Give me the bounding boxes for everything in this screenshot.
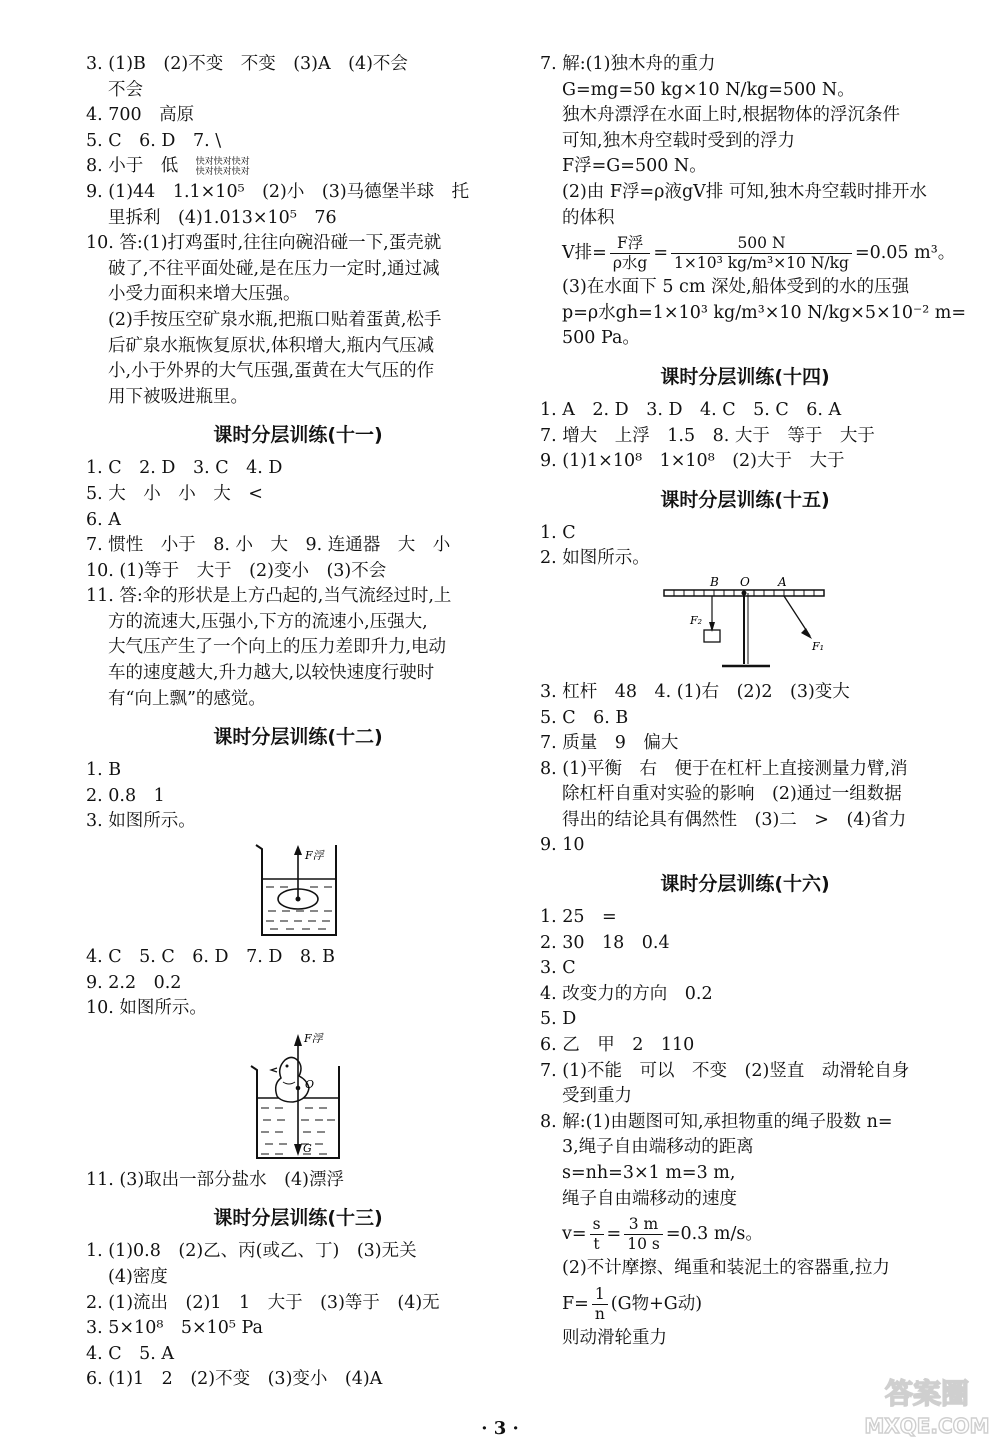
answer-line: 3. 杠杆 48 4. (1)右 (2)2 (3)变大	[540, 681, 850, 702]
answer-line: 则动滑轮重力	[562, 1327, 667, 1348]
answer-line: 6. 乙 甲 2 110	[540, 1035, 695, 1056]
answer-line: 9. 10	[540, 835, 585, 856]
answer-line: 10. 如图所示。	[86, 998, 207, 1019]
answer-line: 1. B	[86, 760, 122, 781]
watermark-logo	[862, 1371, 992, 1441]
duck-buoyancy-figure	[243, 1026, 353, 1162]
answer-line: 11. 答:伞的形状是上方凸起的,当气流经过时,上	[86, 586, 452, 607]
answer-line: 独木舟漂浮在水面上时,根据物体的浮沉条件	[562, 105, 901, 126]
section-heading-12: 课时分层训练(十二)	[213, 726, 383, 749]
answer-line: 4. C 5. C 6. D 7. D 8. B	[86, 947, 335, 968]
answer-line: 后矿泉水瓶恢复原状,体积增大,瓶内气压减	[108, 335, 435, 356]
answer-line: 10. (1)等于 大于 (2)变小 (3)不会	[86, 560, 387, 581]
answer-line: 4. 改变力的方向 0.2	[540, 983, 713, 1004]
answer-line: F浮=G=500 N。	[562, 156, 707, 177]
answer-text: 8. 小于 低	[86, 156, 179, 177]
fraction: $\frac{3 m}{10 s}$	[624, 1215, 663, 1254]
answer-line: 7. 解:(1)独木舟的重力	[540, 54, 716, 74]
fraction: $\frac{\text{F浮}}{\text{ρ水g}}$	[610, 234, 651, 273]
answer-line: 不会	[108, 79, 143, 100]
answer-line: 5. C 6. D 7. \	[86, 130, 222, 151]
answer-line: (3)在水面下 5 cm 深处,船体受到的水的压强	[562, 277, 910, 298]
answer-line: 有“向上飘”的感觉。	[108, 688, 266, 709]
lever-figure	[660, 576, 830, 674]
watermark-url: MXQE.COM	[864, 1414, 990, 1438]
answer-line: (2)手按压空矿泉水瓶,把瓶口贴着蛋黄,松手	[108, 309, 442, 330]
answer-line: p=ρ水gh=1×10³ kg/m³×10 N/kg×5×10⁻² m=	[562, 302, 967, 323]
answer-line: 绳子自由端移动的速度	[562, 1188, 737, 1209]
answer-line: 可知,独木舟空载时受到的浮力	[562, 130, 796, 151]
force-f1-label: F₁	[812, 639, 825, 653]
section-heading-13: 课时分层训练(十三)	[213, 1207, 383, 1230]
answer-line: 小,小于外界的大气压强,蛋黄在大气压的作	[108, 361, 435, 382]
equation-volume: V排= $\frac{\text{F浮}}{\text{ρ水g}}$ = $\frac{500 N}{\text{1×10³ kg/m³×10 N/kg}}$ =0.05 m³。	[562, 234, 956, 273]
answer-line: 车的速度越大,升力越大,以较快速度行驶时	[108, 663, 435, 684]
answer-line: 1. 25 =	[540, 907, 617, 928]
force-f2-label: F₂	[690, 613, 703, 627]
answer-line: 2. (1)流出 (2)1 1 大于 (3)等于 (4)无	[86, 1292, 440, 1313]
answer-line: 4. 700 高原	[86, 105, 195, 126]
answer-line: 里拆利 (4)1.013×10⁵ 76	[108, 207, 337, 228]
answer-line: 7. (1)不能 可以 不变 (2)竖直 动滑轮自身	[540, 1060, 910, 1081]
answer-line: (2)不计摩擦、绳重和装泥土的容器重,拉力	[562, 1258, 890, 1279]
section-heading-11: 课时分层训练(十一)	[213, 424, 383, 447]
left-column	[86, 52, 510, 1393]
page-number: · 3 ·	[481, 1418, 519, 1439]
point-b-label: B	[710, 575, 719, 589]
answer-line: 1. (1)0.8 (2)乙、丙(或乙、丁) (3)无关	[86, 1241, 417, 1262]
answer-line: G=mg=50 kg×10 N/kg=500 N。	[562, 79, 855, 100]
answer-line: 8. (1)平衡 右 便于在杠杆上直接测量力臂,消	[540, 758, 908, 779]
force-label: F浮	[304, 1031, 323, 1045]
answer-line: 3,绳子自由端移动的距离	[562, 1137, 754, 1158]
gravity-label: G	[303, 1141, 312, 1155]
answer-line: 2. 0.8 1	[86, 785, 165, 806]
point-a-label: A	[778, 575, 787, 589]
answer-line: 6. (1)1 2 (2)不变 (3)变小 (4)A	[86, 1369, 383, 1390]
answer-line: 10. 答:(1)打鸡蛋时,往往向碗沿碰一下,蛋壳就	[86, 233, 442, 254]
answer-line: 3. C	[540, 958, 576, 979]
answer-line: 8. 解:(1)由题图可知,承担物重的绳子股数 n=	[540, 1111, 893, 1132]
answer-line: 7. 增大 上浮 1.5 8. 大于 等于 大于	[540, 425, 875, 446]
answer-line: 的体积	[562, 207, 615, 228]
fraction: $\frac{s}{t}$	[590, 1215, 604, 1254]
answer-line: 7. 惯性 小于 8. 小 大 9. 连通器 大 小	[86, 535, 451, 556]
answer-line: 方的流速大,压强小,下方的流速小,压强大,	[108, 611, 428, 632]
answer-line: 9. (1)1×10⁸ 1×10⁸ (2)大于 大于	[540, 451, 845, 472]
answer-line: 3. 如图所示。	[86, 811, 196, 832]
beaker-buoyancy-figure	[248, 839, 348, 939]
answer-line: 1. A 2. D 3. D 4. C 5. C 6. A	[540, 399, 842, 420]
answer-line: 5. C 6. B	[540, 707, 629, 728]
answer-line: 大气压产生了一个向上的压力差即升力,电动	[108, 637, 447, 658]
answer-line: 9. 2.2 0.2	[86, 972, 182, 993]
answer-line: 2. 如图所示。	[540, 548, 650, 569]
answer-line: 1. C	[540, 522, 576, 543]
answer-line: 5. 大 小 小 大 <	[86, 483, 263, 504]
answer-line: (4)密度	[108, 1267, 168, 1287]
watermark-text: 答案圈	[884, 1377, 970, 1410]
equation-velocity: v= $\frac{s}{t}$ = $\frac{3 m}{10 s}$ =0.3 m/s。	[562, 1215, 763, 1254]
answer-line: 6. A	[86, 509, 121, 530]
answer-line: 1. C 2. D 3. C 4. D	[86, 458, 283, 479]
fraction: $\frac{1}{n}$	[592, 1285, 608, 1324]
answer-line: 受到重力	[562, 1086, 632, 1107]
section-heading-15: 课时分层训练(十五)	[660, 488, 830, 511]
answer-line: 7. 质量 9 偏大	[540, 733, 679, 754]
answer-line	[86, 154, 510, 180]
answer-line: 小受力面积来增大压强。	[108, 284, 301, 305]
answer-line: 除杠杆自重对实验的影响 (2)通过一组数据	[562, 784, 902, 805]
answer-line: (2)由 F浮=ρ液gV排 可知,独木舟空载时排开水	[562, 181, 927, 202]
answer-line: 破了,不往平面处碰,是在压力一定时,通过减	[108, 258, 440, 279]
answer-line: 4. C 5. A	[86, 1343, 175, 1364]
right-column	[540, 52, 967, 1351]
answer-line: 11. (3)取出一部分盐水 (4)漂浮	[86, 1169, 344, 1190]
answer-line: 用下被吸进瓶里。	[108, 386, 248, 407]
answer-line: 3. (1)B (2)不变 不变 (3)A (4)不会	[86, 54, 408, 74]
answer-line: 9. (1)44 1.1×10⁵ (2)小 (3)马德堡半球 托	[86, 181, 470, 202]
answer-line: 3. 5×10⁸ 5×10⁵ Pa	[86, 1318, 263, 1339]
answer-line: 5. D	[540, 1009, 577, 1030]
answer-line: s=nh=3×1 m=3 m,	[562, 1163, 736, 1183]
section-heading-14: 课时分层训练(十四)	[660, 365, 830, 388]
answer-line: 2. 30 18 0.4	[540, 932, 670, 953]
equation-force: F= $\frac{1}{n}$ (G物+G动)	[562, 1284, 703, 1323]
center-label: O	[305, 1077, 315, 1091]
force-label: F浮	[305, 849, 324, 863]
answer-line: 500 Pa。	[562, 328, 640, 349]
section-heading-16: 课时分层训练(十六)	[660, 873, 830, 896]
fulcrum-label: O	[740, 575, 750, 589]
answer-line: 得出的结论具有偶然性 (3)二 > (4)省力	[562, 809, 907, 830]
fraction: $\frac{500 N}{\text{1×10³ kg/m³×10 N/kg}}$	[671, 234, 852, 273]
scribble-note: 快对快对快对 快对快对快对	[195, 156, 250, 177]
